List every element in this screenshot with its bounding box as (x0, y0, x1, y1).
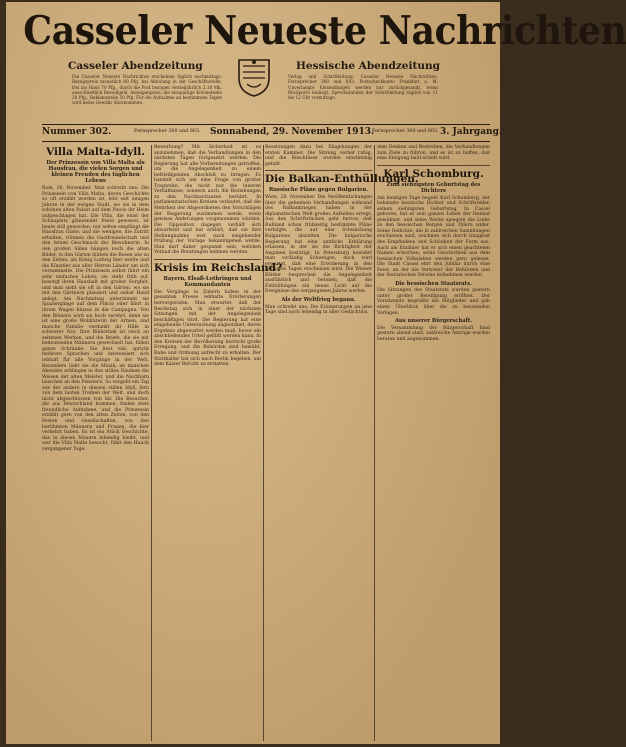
article-column-1 (42, 145, 149, 741)
article-minor-headline: Die hessischen Staatsrats. (395, 280, 472, 287)
article-divider (265, 170, 372, 171)
article-subhead: Bayern, Elsaß-Lothringen und Kommandanten (163, 275, 252, 288)
coat-of-arms-icon (235, 56, 273, 98)
issue-info-line (42, 126, 502, 140)
article-headline-balkan: Die Balkan-Enthüllungen. (265, 173, 419, 186)
article-minor-headline: Aus unserer Bürgerschaft. (394, 318, 473, 325)
subtitle-left: Casseler Abendzeitung (68, 60, 203, 72)
article-body: Bewerbung? Mit Sicherheit ist es anzunehmen, daß die Verhandlungen in den nächsten Tagen fortgesetzt werden. Die Regierung hat alle Vorbereitungen getroffen, um die Angelegenheit zu einem befriedigenden Abschluß zu bringen. Es handelt sich um eine Frage von großer Tragweite, die nicht nur die inneren Verhältnisse, sondern auch die Beziehungen zu den Nachbarstaaten berührt. In parlamentarischen Kreisen verlautet, daß die Mehrheit der Abgeordneten den Vorschlägen der Regierung zustimmen werde, wenn gewisse Änderungen vorgenommen würden. Die Opposition dagegen verhält sich abwartend und hat erklärt, daß sie ihre Stellungnahme erst nach eingehender Prüfung der Vorlage bekanntgeben werde. Man darf daher gespannt sein, welchen Verlauf die Beratungen nehmen werden. (154, 145, 261, 256)
article-divider (377, 165, 490, 166)
article-divider (154, 259, 261, 260)
column-separator (374, 145, 375, 741)
margin-mark (6, 82, 12, 282)
article-body: Rom, 26. November. Man schreibt uns: Die Prinzessin von Villa Malta, deren Geschichte so oft erzählt worden ist, lebt seit einigen Jahren in der ewigen Stadt, wo sie in dem schönen alten Palast auf dem Pincio ihr Heim aufgeschlagen hat. Die Villa, die einst der Schauplatz glänzender Feste gewesen, ist heute still geworden; nur selten empfängt die Hausfrau Gäste, und die wenigen, die Zutritt erhalten, rühmen die Gastfreundschaft und den feinen Geschmack der Bewohnerin. In den großen Sälen hängen noch die alten Bilder, in den Gärten blühen die Rosen wie zu den Zeiten, als König Ludwig hier weilte und die Künstler aus aller Herren Länder um sich versammelte. Die Prinzessin selbst führt ein sehr einfaches Leben; sie steht früh auf, besorgt ihren Haushalt mit großer Sorgfalt, und man sieht sie oft in den Gärten, wo sie mit den Gärtnern plaudert und selbst Hand anlegt. Am Nachmittag unternimmt sie Spaziergänge auf dem Pincio oder fährt in ihrem Wagen hinaus in die Campagna. Von den Römern wird sie hoch verehrt, denn sie ist eine große Wohltäterin der Armen, und manche Familie verdankt ihr Hilfe in schwerer Not. Ihre Bibliothek ist reich an seltenen Werken, und die Briefe, die sie mit bedeutenden Männern gewechselt hat, füllen ganze Schränke. Sie liest viel, spricht mehrere Sprachen und interessiert sich lebhaft für alle Vorgänge in der Welt. Besonders liebt sie die Musik; an manchen Abenden erklingen in den stillen Räumen die Weisen der alten Meister, und die Nachbarn lauschen an den Fenstern. So vergeht ein Tag wie der andere in diesem stillen Idyll, fern von dem lauten Treiben der Welt, und doch nicht abgeschlossen von ihr. Die Besucher, die aus Deutschland kommen, finden stets freundliche Aufnahme, und die Prinzessin erzählt gern von den alten Zeiten, von den Festen und Gesellschaften, von den berühmten Männern und Frauen, die hier verkehrt haben. Es ist ein Stück Geschichte, das in diesen Mauern lebendig bleibt, und wer die Villa Malta besucht, fühlt den Hauch vergangener Tage. (42, 186, 149, 452)
article-column-3 (265, 145, 419, 741)
article-headline-villa-malta: Villa Malta-Idyll. (46, 146, 145, 158)
article-subhead: Russische Pläne gegen Bulgarien. (268, 187, 369, 194)
masthead-notice-left: Die Casseler Neueste Nachrichten erscheinen täglich nachmittags. Bezugspreis monatlich 60 Pfg. bei Abholung in der Geschäftsstelle, frei ins Haus 70 Pfg., durch die Post bezogen vierteljährlich 2,10 Mk. ausschließlich Bestellgeld. Anzeigenpreis: die einspaltige Kolonelzeile 20 Pfg., Reklamezeile 50 Pfg. Für die Aufnahme an bestimmten Tagen wird keine Gewähr übernommen. (72, 74, 222, 106)
top-rule (42, 124, 490, 125)
article-body: Wien, 28. November. Die Veröffentlichungen über die geheimen Verhandlungen während des Balkankrieges haben in der diplomatischen Welt großes Aufsehen erregt. Aus den Schriftstücken geht hervor, daß Rußland schon frühzeitig bestimmte Pläne verfolgte, die auf eine Schwächung Bulgariens abzielten. Die bulgarische Regierung hat eine amtliche Erklärung erlassen, in der sie die Richtigkeit der Angaben bestätigt. In Petersburg bewahrt man vorläufig Schweigen, doch wird erwartet, daß eine Erwiderung in den nächsten Tagen erscheinen wird. Die Wiener Blätter besprechen die Angelegenheit ausführlich und betonen, daß die Enthüllungen ein neues Licht auf die Ereignisse des vergangenen Jahres werfen. (265, 195, 372, 295)
issue-date: Sonnabend, 29. November 1913. (210, 127, 375, 137)
article-headline-schomburg: Karl Schomburg. (383, 167, 484, 180)
article-body: dem Denken und Bestreben, die Verhandlungen zum Ziele zu führen, und es ist zu hoffen, daß eine Einigung bald erzielt wird. (377, 145, 490, 162)
info-bottom-rule (42, 141, 490, 142)
article-column-4 (377, 145, 490, 741)
article-subhead: Der Prinzessin von Villa Malta als Hausfrau, die vielen Sorgen und kleinen Freuden des täglichen Lebens (46, 160, 145, 184)
article-body: Am heutigen Tage begeht Karl Schomburg, der bekannte hessische Dichter und Schriftsteller, seinen siebzigsten Geburtstag. In Cassel geboren, hat er sein ganzes Leben der Heimat gewidmet, und seine Werke spiegeln die Liebe zu den hessischen Bergen und Tälern wider. Seine Gedichte, die in zahlreichen Sammlungen erschienen sind, zeichnen sich durch Innigkeit des Empfindens und Schönheit der Form aus. Auch als Erzähler hat er sich einen geachteten Namen erworben; seine Geschichten aus dem hessischen Volksleben werden gern gelesen. Die Stadt Cassel ehrt den Jubilar durch eine Feier, an der die Vertreter der Behörden und der literarischen Vereine teilnehmen werden. (377, 195, 490, 279)
article-body: Die Vorgänge in Zabern haben in der gesamten Presse lebhafte Erörterungen hervorgerufen. Man erwartet, daß der Reichstag sich in einer der nächsten Sitzungen mit der Angelegenheit beschäftigen wird. Die Regierung hat eine eingehende Untersuchung angeordnet, deren Ergebnis abgewartet werden muß, bevor ein abschließendes Urteil gefällt werden kann. In den Kreisen der Bevölkerung herrscht große Erregung, und die Behörden sind bemüht, Ruhe und Ordnung aufrecht zu erhalten. Der Statthalter hat sich nach Berlin begeben, um dem Kaiser Bericht zu erstatten. (154, 289, 261, 368)
subtitle-right: Hessische Abendzeitung (296, 60, 440, 72)
newspaper-page (6, 2, 626, 744)
article-subhead: Zum siebzigsten Geburtstag des Dichters (386, 181, 481, 194)
article-column-2 (154, 145, 283, 741)
article-body: Besetzungen dazu bei Eingehungen der ersten Kammer. Die Sitzung verlief ruhig, und die Beschlüsse wurden einstimmig gefaßt. (265, 145, 372, 167)
masthead-title: Casseler Neueste Nachrichten (23, 8, 626, 54)
phone-info-left: Fernsprecher 360 und 603. (134, 129, 201, 134)
article-body: Die Versammlung der Bürgerschaft fand gestern abend statt; zahlreiche Anträge wurden beraten und angenommen. (377, 325, 490, 342)
article-body: Man schreibt uns: Die Erinnerungen an jene Tage sind noch lebendig in aller Gedächtnis. (265, 304, 372, 316)
volume-year: 3. Jahrgang. (440, 127, 502, 137)
phone-info-right: Fernsprecher 360 und 603. (372, 129, 439, 134)
issue-number: Nummer 302. (42, 127, 112, 137)
masthead-notice-right: Verlag und Schriftleitung: Casseler Neueste Nachrichten. Fernsprecher 360 und 603. Postscheckkonto Frankfurt a. M. Unverlangte Einsendungen werden nur zurückgesandt, wenn Rückporto beiliegt. Sprechstunden der Schriftleitung täglich von 11 bis 12 Uhr vormittags. (288, 74, 438, 101)
article-headline-krisis: Krisis im Reichsland? (154, 261, 283, 274)
column-separator (151, 145, 152, 741)
column-separator (263, 145, 264, 741)
article-minor-headline: Als der Weltfrieg begann. (281, 297, 356, 304)
article-body: Die Sitzungen des Staatsrats wurden gestern unter großer Beteiligung eröffnet. Der Vorsitzende begrüßte die Mitglieder und gab einen Überblick über die zu beratenden Vorlagen. (377, 288, 490, 316)
